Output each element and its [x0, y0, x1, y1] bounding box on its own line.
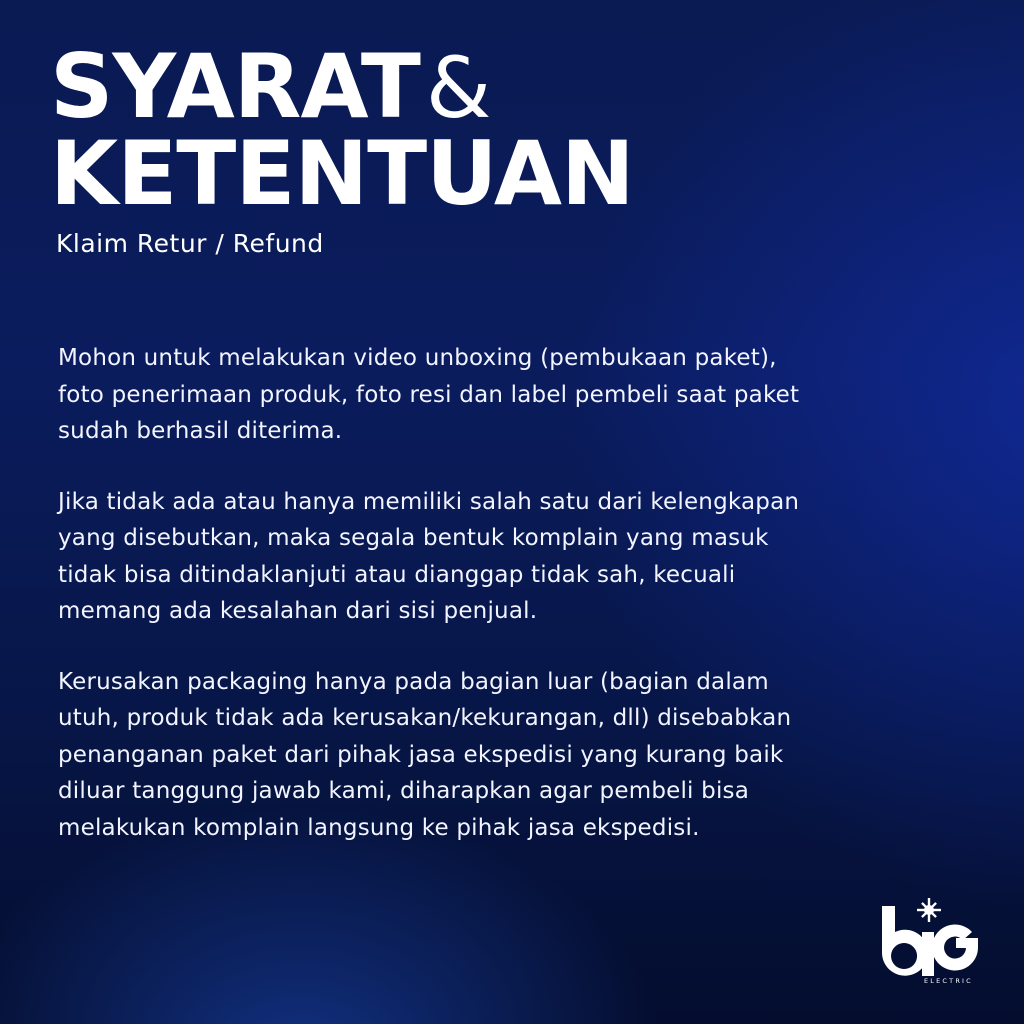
paragraph-line: memang ada kesalahan dari sisi penjual.: [58, 598, 538, 624]
paragraph-line: Kerusakan packaging hanya pada bagian luar (bagian dalam: [58, 668, 769, 695]
title-ampersand: &: [425, 39, 491, 137]
terms-paragraph-3: [58, 664, 978, 847]
paragraph-line: Mohon untuk melakukan video unboxing (pembukaan paket),: [58, 345, 777, 371]
paragraph-line: diluar tanggung jawab kami, diharapkan agar pembeli bisa: [58, 778, 750, 804]
page-subtitle: Klaim Retur / Refund: [56, 229, 324, 258]
paragraph-line: melakukan komplain langsung ke pihak jasa ekspedisi.: [58, 814, 700, 841]
page-title: [50, 35, 634, 225]
logo-letter-g: [932, 924, 978, 970]
title-line-2: KETENTUAN: [50, 122, 634, 225]
logo-letter-b: [882, 906, 928, 976]
paragraph-line: yang disebutkan, maka segala bentuk komplain yang masuk: [58, 525, 769, 551]
logo-star-icon: [917, 898, 941, 922]
paragraph-line: penanganan paket dari pihak jasa ekspedisi yang kurang baik: [58, 741, 784, 768]
terms-body: [58, 340, 978, 880]
logo-letter-i: [922, 932, 934, 976]
paragraph-line: utuh, produk tidak ada kerusakan/kekurangan, dll) disebabkan: [58, 705, 792, 731]
paragraph-line: foto penerimaan produk, foto resi dan label pembeli saat paket: [58, 381, 800, 408]
logo-tagline: ELECTRIC: [924, 977, 973, 985]
big-electric-logo: [878, 896, 982, 986]
paragraph-line: sudah berhasil diterima.: [58, 418, 343, 444]
title-word-syarat: SYARAT: [50, 35, 420, 138]
paragraph-line: Jika tidak ada atau hanya memiliki salah satu dari kelengkapan: [58, 488, 800, 515]
terms-paragraph-1: [58, 340, 978, 450]
paragraph-line: tidak bisa ditindaklanjuti atau dianggap tidak sah, kecuali: [58, 561, 736, 588]
terms-paragraph-2: [58, 484, 978, 630]
